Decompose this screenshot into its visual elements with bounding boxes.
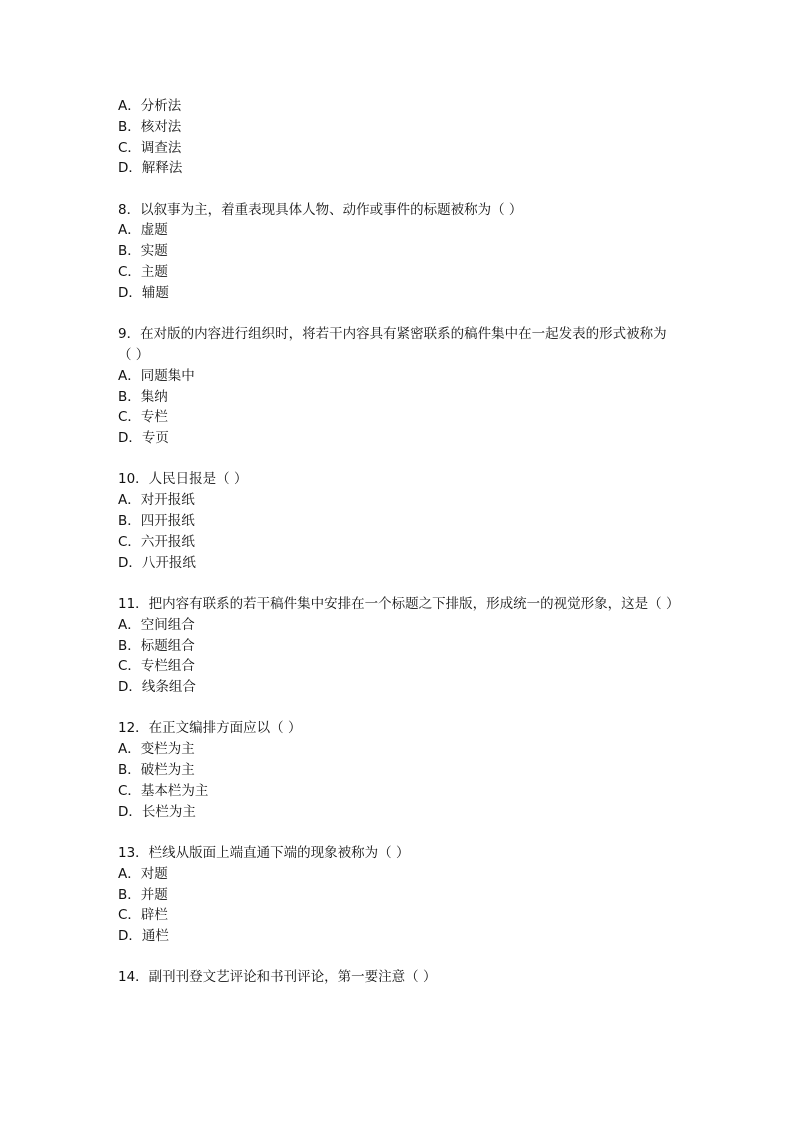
question-text: 13．栏线从版面上端直通下端的现象被称为（ ） xyxy=(118,844,410,861)
document-page xyxy=(118,96,678,988)
question-block-11 xyxy=(118,594,678,698)
question-block-13 xyxy=(118,843,678,947)
option-line: B．实题 xyxy=(118,243,168,260)
option-line: D．线条组合 xyxy=(118,679,196,696)
option-line: B．四开报纸 xyxy=(118,513,195,530)
option-line: B．并题 xyxy=(118,886,168,903)
question-text: 11．把内容有联系的若干稿件集中安排在一个标题之下排版，形成统一的视觉形象，这是（ ） xyxy=(118,595,680,612)
option-line: A．同题集中 xyxy=(118,367,195,384)
option-line: D．解释法 xyxy=(118,160,183,177)
option-line: B．核对法 xyxy=(118,118,182,135)
option-line: C．专栏 xyxy=(118,409,168,426)
question-block-7 xyxy=(118,96,678,179)
option-line: A．对题 xyxy=(118,865,168,882)
question-block-9 xyxy=(118,324,678,449)
question-block-14 xyxy=(118,967,678,988)
option-line: A．变栏为主 xyxy=(118,741,195,758)
option-line: D．辅题 xyxy=(118,284,169,301)
option-line: A．空间组合 xyxy=(118,616,195,633)
option-line: C．调查法 xyxy=(118,139,182,156)
option-line: C．基本栏为主 xyxy=(118,782,209,799)
option-line: C．六开报纸 xyxy=(118,533,195,550)
question-text: 10．人民日报是（ ） xyxy=(118,471,248,488)
option-line: D．八开报纸 xyxy=(118,554,196,571)
option-line: D．专页 xyxy=(118,430,169,447)
question-text: 12．在正文编排方面应以（ ） xyxy=(118,720,302,737)
option-line: B．集纳 xyxy=(118,388,168,405)
question-text: 14．副刊刊登文艺评论和书刊评论，第一要注意（ ） xyxy=(118,969,437,986)
question-text: 9．在对版的内容进行组织时，将若干内容具有紧密联系的稿件集中在一起发表的形式被称为（ ） xyxy=(118,326,667,363)
question-block-12 xyxy=(118,718,678,822)
option-line: D．长栏为主 xyxy=(118,803,196,820)
option-line: A．对开报纸 xyxy=(118,492,195,509)
option-line: C．专栏组合 xyxy=(118,658,195,675)
option-line: C．主题 xyxy=(118,264,168,281)
option-line: B．破栏为主 xyxy=(118,762,195,779)
option-line: A．虚题 xyxy=(118,222,168,239)
question-text: 8．以叙事为主，着重表现具体人物、动作或事件的标题被称为（ ） xyxy=(118,201,523,218)
option-line: B．标题组合 xyxy=(118,637,195,654)
question-block-8 xyxy=(118,200,678,304)
option-line: C．辟栏 xyxy=(118,907,168,924)
option-line: D．通栏 xyxy=(118,928,169,945)
option-line: A．分析法 xyxy=(118,98,182,114)
question-block-10 xyxy=(118,469,678,573)
